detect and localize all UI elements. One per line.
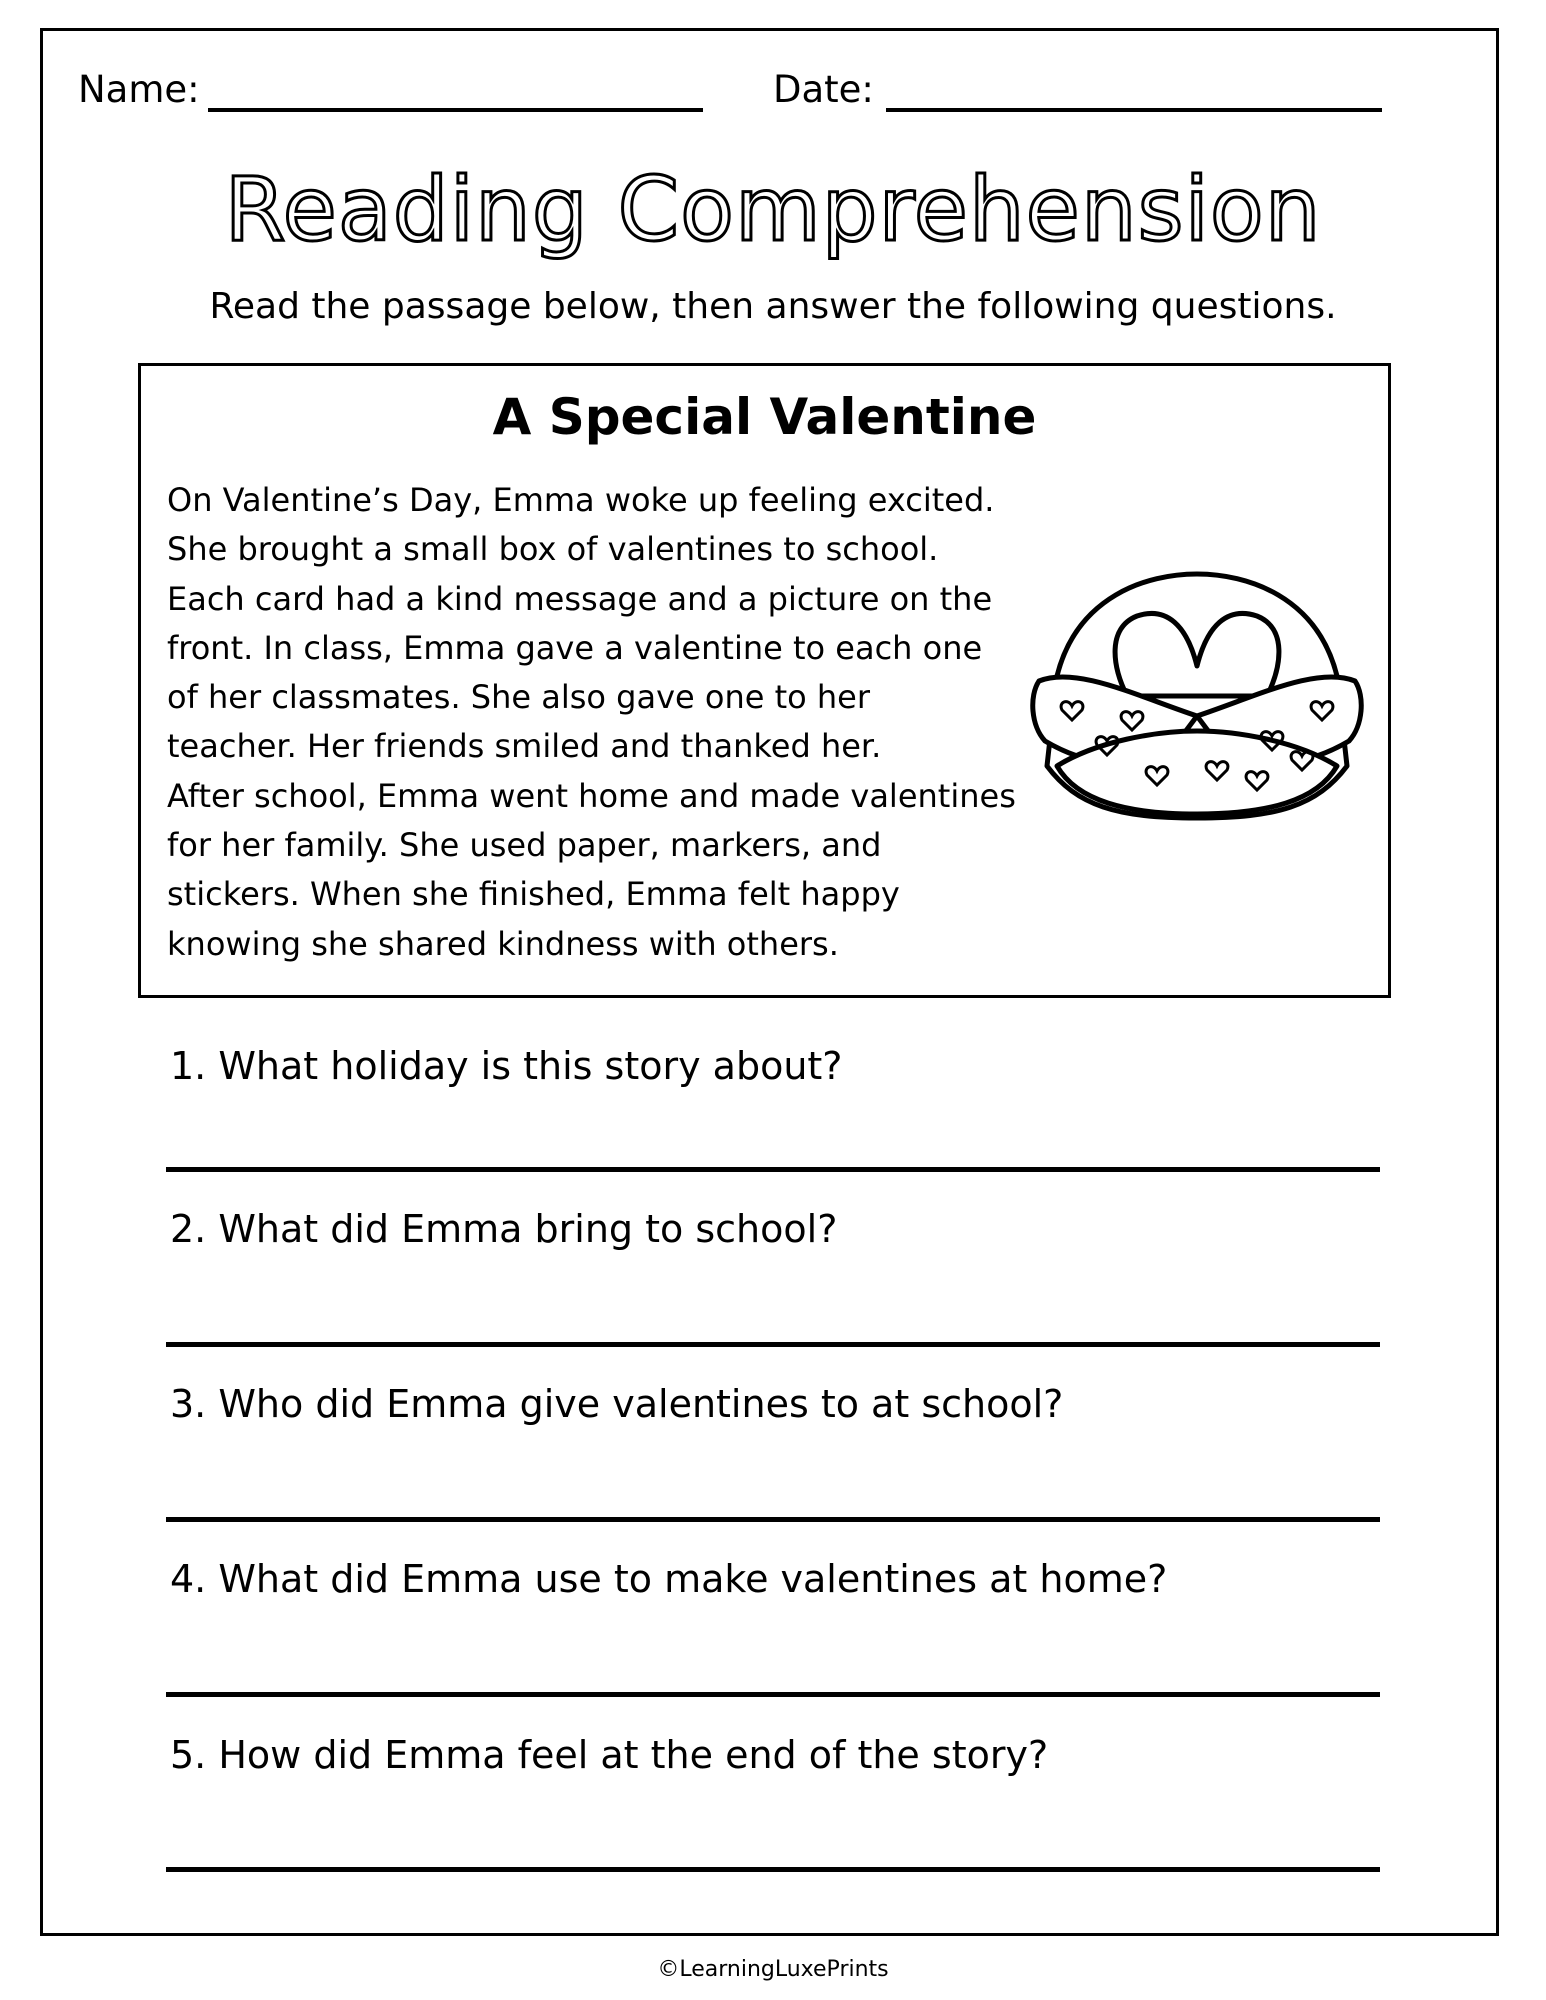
heart-envelope-icon <box>1017 566 1377 826</box>
question-2: 2. What did Emma bring to school? <box>170 1207 838 1251</box>
passage-line: front. In class, Emma gave a valentine to each one <box>167 628 983 667</box>
answer-line-5[interactable] <box>166 1867 1380 1872</box>
passage-line: teacher. Her friends smiled and thanked her. <box>167 727 882 766</box>
question-3: 3. Who did Emma give valentines to at school? <box>170 1382 1064 1426</box>
copyright-footer: ©LearningLuxePrints <box>657 1957 889 1982</box>
date-field[interactable] <box>886 108 1382 112</box>
answer-line-3[interactable] <box>166 1517 1380 1522</box>
question-1: 1. What holiday is this story about? <box>170 1044 843 1088</box>
passage-line: for her family. She used paper, markers, and <box>167 826 882 865</box>
answer-line-1[interactable] <box>166 1167 1380 1172</box>
passage-line: Each card had a kind message and a picture on the <box>167 579 993 618</box>
passage-line: After school, Emma went home and made valentines <box>167 776 1016 815</box>
instructions: Read the passage below, then answer the following questions. <box>209 286 1337 327</box>
answer-line-4[interactable] <box>166 1692 1380 1697</box>
question-4: 4. What did Emma use to make valentines at home? <box>170 1557 1168 1601</box>
passage-line: knowing she shared kindness with others. <box>167 924 839 963</box>
name-label: Name: <box>78 68 200 111</box>
passage-line: stickers. When she finished, Emma felt happy <box>167 875 900 914</box>
passage-box <box>138 363 1391 998</box>
name-field[interactable] <box>208 108 703 112</box>
page-title: Reading Comprehension <box>224 158 1322 261</box>
passage-title: A Special Valentine <box>492 388 1037 446</box>
question-5: 5. How did Emma feel at the end of the story? <box>170 1733 1049 1777</box>
passage-line: On Valentine’s Day, Emma woke up feeling excited. <box>167 481 995 519</box>
passage-line: She brought a small box of valentines to school. <box>167 530 939 569</box>
date-label: Date: <box>773 68 874 111</box>
passage-text <box>167 476 1047 969</box>
answer-line-2[interactable] <box>166 1342 1380 1347</box>
passage-line: of her classmates. She also gave one to her <box>167 678 871 717</box>
